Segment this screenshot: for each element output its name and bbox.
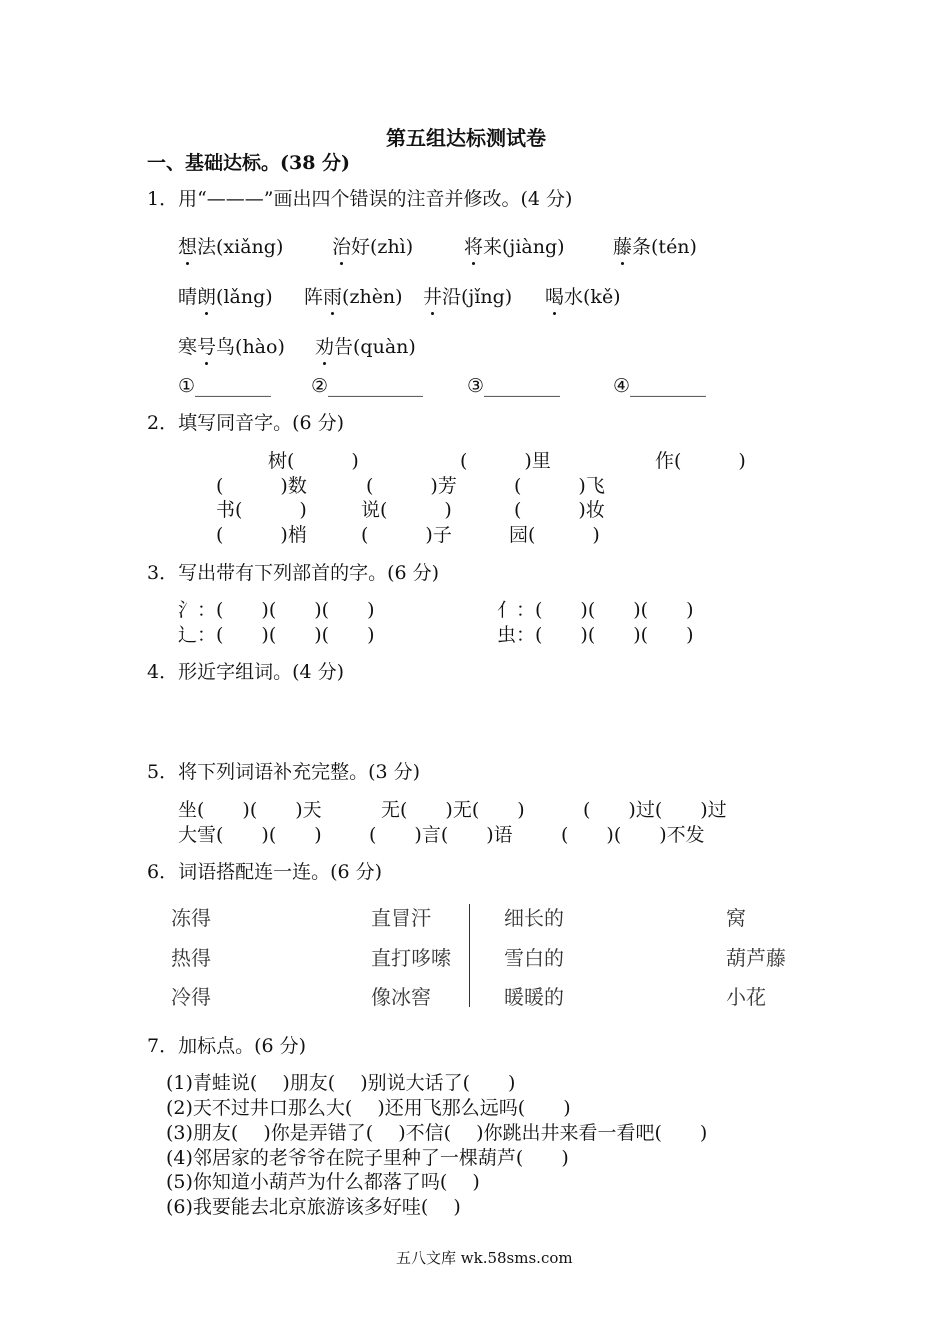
- homophone-cell[interactable]: 书( ): [216, 499, 307, 521]
- radical-row[interactable]: 亻：( )( )( ): [497, 599, 694, 621]
- dotted-char: 朗: [197, 286, 217, 308]
- footer-watermark: 五八文库 wk.58sms.com: [396, 1249, 573, 1267]
- pinyin-rest: 水(kě): [564, 286, 621, 308]
- question-3-heading: 3．写出带有下列部首的字。(6 分): [147, 562, 440, 584]
- pinyin-rest: 条(tén): [632, 236, 697, 258]
- plain-char: 寒: [178, 336, 198, 358]
- punctuation-item[interactable]: (6)我要能去北京旅游该多好哇( ): [166, 1196, 461, 1218]
- match-word[interactable]: 直冒汗: [371, 906, 431, 930]
- dotted-char: 劝: [315, 336, 335, 358]
- match-word[interactable]: 冷得: [171, 985, 211, 1009]
- homophone-cell[interactable]: ( )数: [216, 475, 307, 497]
- homophone-cell[interactable]: ( )梢: [216, 524, 307, 546]
- pinyin-item: [304, 285, 403, 309]
- pinyin-item: [545, 285, 621, 309]
- pinyin-item: [315, 335, 416, 359]
- match-word[interactable]: 窝: [726, 906, 746, 930]
- idiom-blank[interactable]: 坐( )( )天: [178, 799, 322, 821]
- homophone-cell[interactable]: 说( ): [361, 499, 452, 521]
- pinyin-item: [613, 235, 697, 259]
- match-word[interactable]: 热得: [171, 946, 211, 970]
- answer-blank[interactable]: ④________: [613, 375, 707, 397]
- homophone-cell[interactable]: 作( ): [655, 450, 746, 472]
- dotted-char: 将: [464, 236, 484, 258]
- homophone-cell[interactable]: ( )子: [361, 524, 452, 546]
- idiom-blank[interactable]: ( )过( )过: [583, 799, 727, 821]
- pinyin-rest: 沿(jǐng): [442, 286, 513, 308]
- question-2-heading: 2．填写同音字。(6 分): [147, 412, 345, 434]
- homophone-cell[interactable]: ( )妆: [514, 499, 605, 521]
- pinyin-rest: 法(xiǎng): [197, 236, 284, 258]
- radical-row[interactable]: 氵：( )( )( ): [178, 599, 375, 621]
- column-divider: [469, 904, 470, 1007]
- homophone-cell[interactable]: 园( ): [509, 524, 600, 546]
- homophone-cell[interactable]: ( )芳: [366, 475, 457, 497]
- dotted-char: 治: [332, 236, 352, 258]
- page-title: 第五组达标测试卷: [386, 126, 546, 150]
- idiom-blank[interactable]: 大雪( )( ): [178, 824, 322, 846]
- radical-row[interactable]: 虫：( )( )( ): [497, 624, 694, 646]
- idiom-blank[interactable]: ( )言( )语: [369, 824, 513, 846]
- question-7-heading: 7．加标点。(6 分): [147, 1035, 307, 1057]
- radical-row[interactable]: 辶：( )( )( ): [178, 624, 375, 646]
- plain-char: 阵: [304, 286, 324, 308]
- answer-blank[interactable]: ②__________: [311, 375, 424, 397]
- pinyin-rest: (zhèn): [342, 286, 403, 308]
- question-1-heading: 1．用“———”画出四个错误的注音并修改。(4 分): [147, 188, 573, 210]
- match-word[interactable]: 直打哆嗦: [371, 946, 451, 970]
- pinyin-item: [332, 235, 413, 259]
- pinyin-item: [178, 335, 285, 359]
- homophone-cell[interactable]: 树( ): [268, 450, 359, 472]
- dotted-char: 藤: [613, 236, 633, 258]
- punctuation-item[interactable]: (3)朋友( )你是弄错了( )不信( )你跳出井来看一看吧( ): [166, 1122, 708, 1144]
- question-5-heading: 5．将下列词语补充完整。(3 分): [147, 761, 421, 783]
- answer-blank[interactable]: ③________: [467, 375, 561, 397]
- plain-char: 晴: [178, 286, 198, 308]
- pinyin-item: [423, 285, 512, 309]
- question-4-heading: 4．形近字组词。(4 分): [147, 661, 345, 683]
- punctuation-item[interactable]: (2)天不过井口那么大( )还用飞那么远吗( ): [166, 1097, 571, 1119]
- pinyin-rest: 来(jiàng): [483, 236, 565, 258]
- question-6-heading: 6．词语搭配连一连。(6 分): [147, 861, 383, 883]
- pinyin-rest: 好(zhì): [351, 236, 414, 258]
- answer-blank[interactable]: ①________: [178, 375, 272, 397]
- idiom-blank[interactable]: 无( )无( ): [381, 799, 525, 821]
- pinyin-item: [178, 235, 283, 259]
- dotted-char: 号: [197, 336, 217, 358]
- match-word[interactable]: 细长的: [504, 906, 564, 930]
- punctuation-item[interactable]: (4)邻居家的老爷爷在院子里种了一棵葫芦( ): [166, 1147, 569, 1169]
- homophone-cell[interactable]: ( )飞: [514, 475, 605, 497]
- dotted-char: 喝: [545, 286, 565, 308]
- pinyin-rest: 鸟(hào): [216, 336, 285, 358]
- homophone-cell[interactable]: ( )里: [460, 450, 551, 472]
- match-word[interactable]: 小花: [726, 985, 766, 1009]
- pinyin-item: [178, 285, 273, 309]
- section-heading: 一、基础达标。(38 分): [147, 152, 351, 174]
- match-word[interactable]: 葫芦藤: [726, 946, 786, 970]
- punctuation-item[interactable]: (1)青蛙说( )朋友( )别说大话了( ): [166, 1072, 516, 1094]
- match-word[interactable]: 冻得: [171, 906, 211, 930]
- match-word[interactable]: 暖暖的: [504, 985, 564, 1009]
- idiom-blank[interactable]: ( )( )不发: [561, 824, 705, 846]
- dotted-char: 雨: [323, 286, 343, 308]
- dotted-char: 想: [178, 236, 198, 258]
- pinyin-rest: 告(quàn): [334, 336, 416, 358]
- dotted-char: 井: [423, 286, 443, 308]
- pinyin-item: [464, 235, 565, 259]
- match-word[interactable]: 像冰窖: [371, 985, 431, 1009]
- punctuation-item[interactable]: (5)你知道小葫芦为什么都落了吗( ): [166, 1171, 480, 1193]
- match-word[interactable]: 雪白的: [504, 946, 564, 970]
- pinyin-rest: (lǎng): [216, 286, 273, 308]
